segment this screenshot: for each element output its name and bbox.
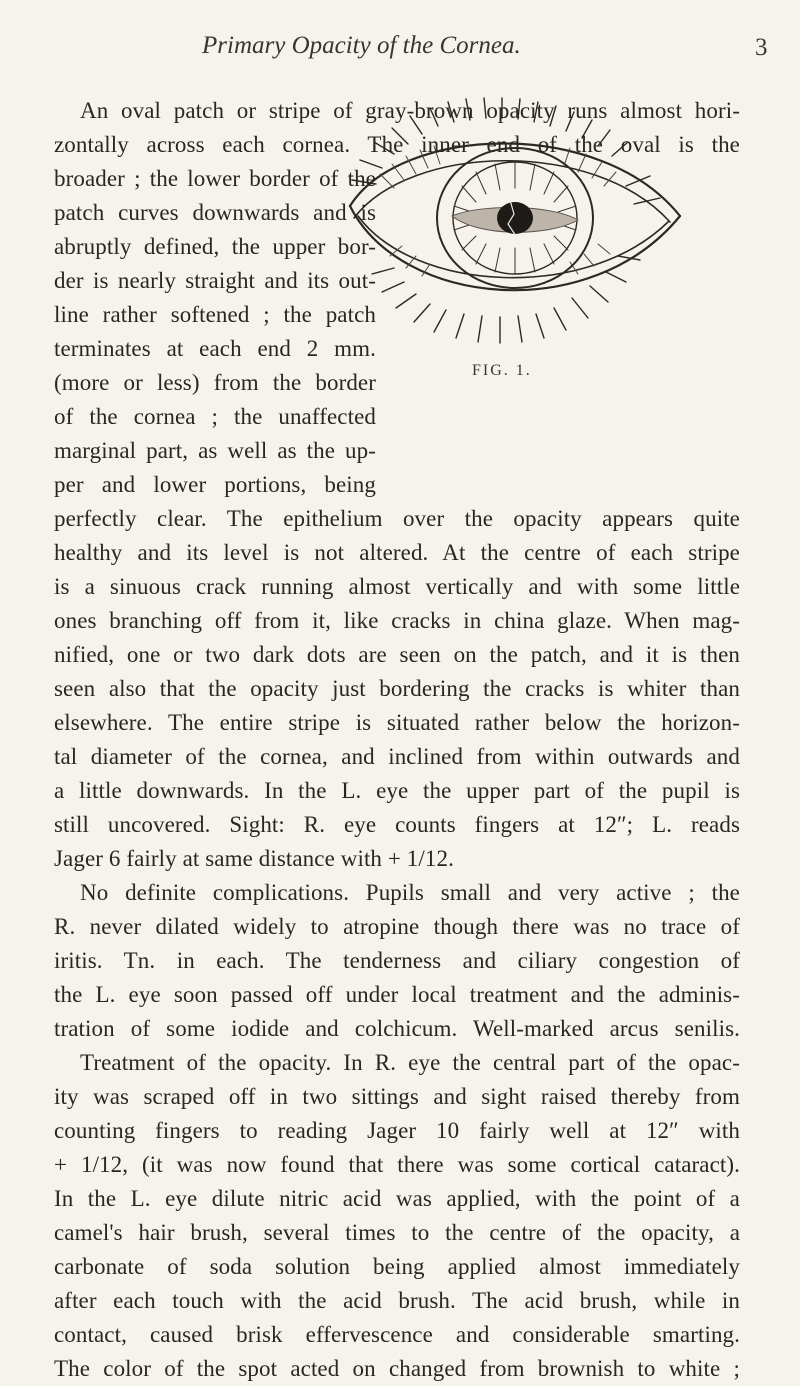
text-line: No definite complications. Pupils small and very active ; the — [80, 880, 740, 905]
text-line: der is nearly straight and its out- — [54, 268, 376, 293]
text-line: nified, one or two dark dots are seen on the patch, and it is then — [54, 642, 740, 667]
text-line: per and lower portions, being — [54, 472, 376, 497]
text-line: contact, caused brisk effervescence and considerable smarting. — [54, 1322, 740, 1347]
text-line: line rather softened ; the patch — [54, 302, 376, 327]
text-line: healthy and its level is not altered. At the centre of each stripe — [54, 540, 740, 565]
text-line: ones branching off from it, like cracks in china glaze. When mag- — [54, 608, 740, 633]
text-line: (more or less) from the border — [54, 370, 376, 395]
text-line: carbonate of soda solution being applied almost immediately — [54, 1254, 740, 1279]
text-line: + 1/12, (it was now found that there was some cortical cataract). — [54, 1152, 740, 1177]
page-number: 3 — [755, 34, 768, 61]
text-line: broader ; the lower border of the — [54, 166, 376, 191]
text-line: still uncovered. Sight: R. eye counts fingers at 12″; L. reads — [54, 812, 740, 837]
text-line: a little downwards. In the L. eye the upper part of the pupil is — [54, 778, 740, 803]
text-line: Jager 6 fairly at same distance with + 1/12. — [54, 846, 454, 871]
text-line: the L. eye soon passed off under local treatment and the adminis- — [54, 982, 740, 1007]
text-line: terminates at each end 2 mm. — [54, 336, 376, 361]
running-title: Primary Opacity of the Cornea. — [202, 32, 521, 59]
text-line: seen also that the opacity just bordering the cracks is whiter than — [54, 676, 740, 701]
text-line: is a sinuous crack running almost vertically and with some little — [54, 574, 740, 599]
text-line: zontally across each cornea. The inner end of the oval is the — [54, 132, 740, 157]
text-line: counting fingers to reading Jager 10 fairly well at 12″ with — [54, 1118, 740, 1143]
text-line: R. never dilated widely to atropine though there was no trace of — [54, 914, 740, 939]
text-line: of the cornea ; the unaffected — [54, 404, 376, 429]
text-line: tal diameter of the cornea, and inclined from within outwards and — [54, 744, 740, 769]
text-line: elsewhere. The entire stripe is situated rather below the horizon- — [54, 710, 740, 735]
text-line: perfectly clear. The epithelium over the opacity appears quite — [54, 506, 740, 531]
text-line: camel's hair brush, several times to the centre of the opacity, a — [54, 1220, 740, 1245]
text-line: marginal part, as well as the up- — [54, 438, 376, 463]
text-line: after each touch with the acid brush. The acid brush, while in — [54, 1288, 740, 1313]
text-line: Treatment of the opacity. In R. eye the central part of the opac- — [80, 1050, 740, 1075]
text-line: patch curves downwards and is — [54, 200, 376, 225]
text-line: tration of some iodide and colchicum. Well-marked arcus senilis. — [54, 1016, 740, 1041]
text-line: ity was scraped off in two sittings and sight raised thereby from — [54, 1084, 740, 1109]
text-line: In the L. eye dilute nitric acid was applied, with the point of a — [54, 1186, 740, 1211]
text-line: abruptly defined, the upper bor- — [54, 234, 376, 259]
text-line: An oval patch or stripe of gray-brown opacity runs almost hori- — [80, 98, 740, 123]
figure-caption: FIG. 1. — [472, 362, 532, 379]
text-line: iritis. Tn. in each. The tenderness and ciliary congestion of — [54, 948, 740, 973]
text-line: The color of the spot acted on changed from brownish to white ; — [54, 1356, 740, 1381]
